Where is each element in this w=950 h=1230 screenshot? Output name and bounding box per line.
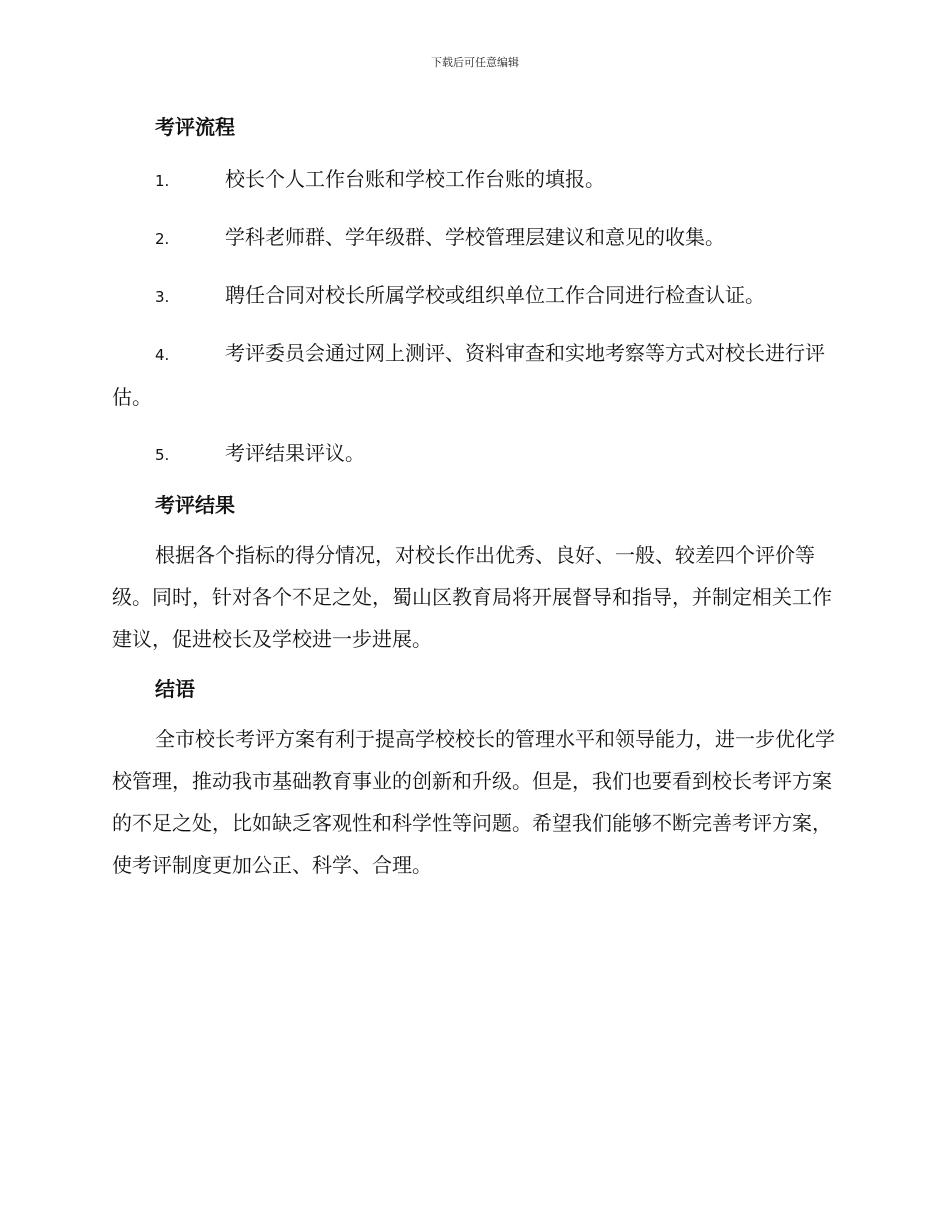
conclusion-paragraph: 全市校长考评方案有利于提高学校校长的管理水平和领导能力，进一步优化学校管理，推动我市基础教育事业的创新和升级。但是，我们也要看到校长考评方案的不足之处，比如缺乏客观性和科学性等问题。希望我们能够不断完善考评方案，使考评制度更加公正、科学、合理。 (112, 727, 835, 877)
list-text: 学科老师群、学年级群、学校管理层建议和意见的收集。 (225, 225, 725, 249)
document-body (112, 110, 837, 886)
list-item (112, 274, 837, 318)
list-number: 5. (155, 446, 170, 464)
list-item (112, 332, 837, 418)
header-note: 下载后可任意编辑 (431, 56, 519, 69)
list-item (112, 216, 837, 260)
list-text: 聘任合同对校长所属学校或组织单位工作合同进行检查认证。 (225, 283, 765, 307)
result-paragraph: 根据各个指标的得分情况，对校长作出优秀、良好、一般、较差四个评价等级。同时，针对各个不足之处，蜀山区教育局将开展督导和指导，并制定相关工作建议，促进校长及学校进一步进展。 (112, 543, 832, 651)
list-number: 1. (155, 172, 170, 190)
list-text: 考评委员会通过网上测评、资料审查和实地考察等方式对校长进行评估。 (112, 341, 825, 409)
list-number: 2. (155, 230, 170, 248)
list-item (112, 432, 837, 476)
section-heading-process: 考评流程 (155, 115, 235, 139)
list-item (112, 158, 837, 202)
section-heading-result: 考评结果 (155, 493, 235, 517)
list-number: 3. (155, 288, 170, 306)
list-number: 4. (155, 346, 170, 364)
list-text: 校长个人工作台账和学校工作台账的填报。 (225, 167, 605, 191)
list-text: 考评结果评议。 (225, 441, 365, 465)
section-heading-conclusion: 结语 (155, 677, 195, 701)
